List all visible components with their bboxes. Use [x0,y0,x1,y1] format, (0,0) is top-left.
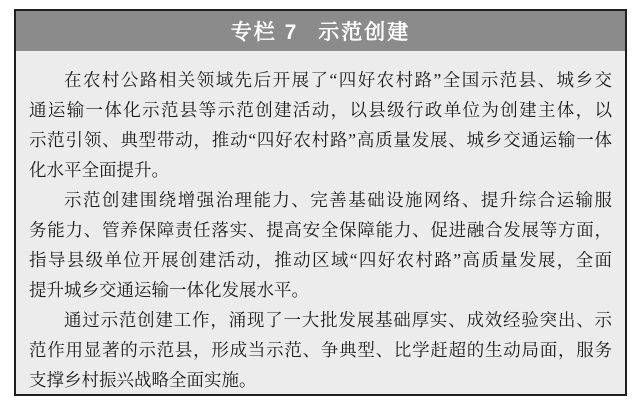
column-number-label: 专栏 7 [230,21,299,44]
text-line: 在农村公路相关领域先后开展了“四好农村路”全国示范县、城乡交 [64,70,612,90]
paragraph [29,305,612,395]
text-line: 化水平全面提升。 [29,160,169,180]
text-line: 范作用显著的示范县，形成当示范、争典型、比学赶超的生动局面，服务 [29,340,612,360]
paragraph [29,65,612,185]
column-title: 示范创建 [318,21,411,44]
paragraph [29,185,612,305]
text-line: 示范引领、典型带动，推动“四好农村路”高质量发展、城乡交通运输一体 [29,130,612,150]
column-body-text [16,51,625,395]
text-line: 通运输一体化示范县等示范创建活动，以县级行政单位为创建主体，以 [29,100,612,120]
text-line: 通过示范创建工作，涌现了一大批发展基础厚实、成效经验突出、示 [64,310,612,330]
text-line: 支撑乡村振兴战略全面实施。 [29,370,257,390]
column-header-bar [16,11,625,51]
text-line: 提升城乡交通运输一体化发展水平。 [29,280,309,300]
text-line: 示范创建围绕增强治理能力、完善基础设施网络、提升综合运输服 [64,190,612,210]
text-line: 指导县级单位开展创建活动，推动区域“四好农村路”高质量发展，全面 [29,250,612,270]
text-line: 务能力、管养保障责任落实、提高安全保障能力、促进融合发展等方面， [29,220,612,240]
column-box [14,9,627,396]
